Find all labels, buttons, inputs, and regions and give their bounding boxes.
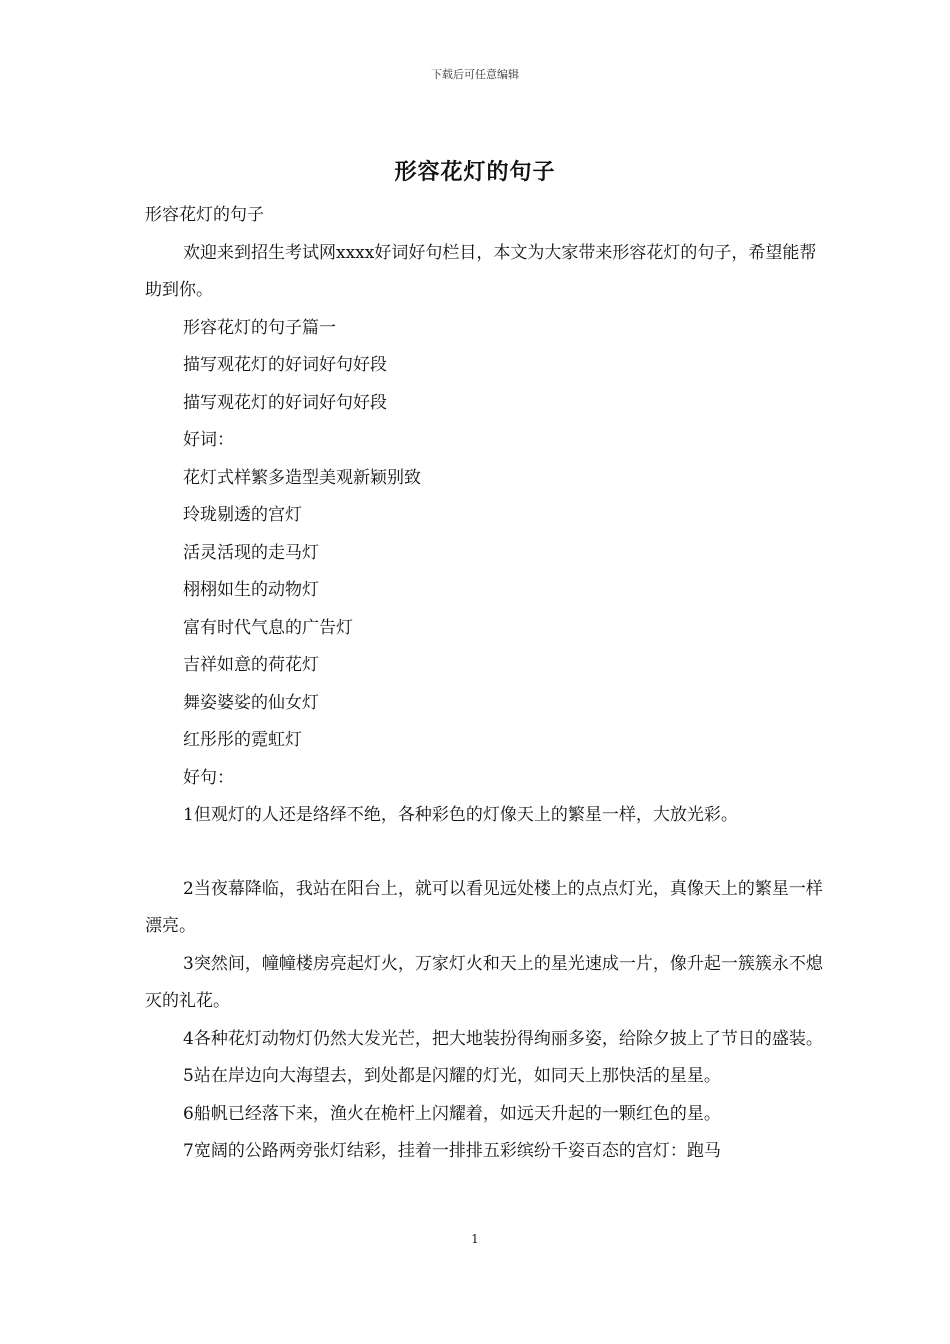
page-number: 1: [471, 1232, 479, 1246]
word-item: 红彤彤的霓虹灯: [183, 730, 302, 750]
document-subtitle: 形容花灯的句子: [145, 205, 264, 225]
intro-paragraph: 欢迎来到招生考试网xxxx好词好句栏目，本文为大家带来形容花灯的句子，希望能帮助到你。: [145, 242, 817, 300]
subheading: 描写观花灯的好词好句好段: [183, 392, 387, 413]
word-item: 活灵活现的走马灯: [183, 542, 319, 563]
sentence-item: 6船帆已经落下来，渔火在桅杆上闪耀着，如远天升起的一颗红色的星。: [183, 1103, 721, 1124]
page-header: 下载后可任意编辑: [431, 68, 519, 81]
subheading: 描写观花灯的好词好句好段: [183, 355, 387, 375]
sentences-label: 好句：: [183, 767, 234, 788]
word-item: 花灯式样繁多造型美观新颖别致: [183, 467, 421, 488]
sentence-item: 3突然间，幢幢楼房亮起灯火，万家灯火和天上的星光速成一片，像升起一簇簇永不熄灭的礼花。: [145, 953, 823, 1011]
word-item: 栩栩如生的动物灯: [183, 580, 319, 600]
sentence-item: 7宽阔的公路两旁张灯结彩，挂着一排排五彩缤纷千姿百态的宫灯：跑马: [183, 1141, 721, 1161]
word-item: 玲珑剔透的宫灯: [183, 505, 302, 525]
document-body: [145, 197, 825, 1171]
word-item: 富有时代气息的广告灯: [183, 617, 353, 638]
word-item: 吉祥如意的荷花灯: [183, 655, 319, 675]
section-heading: 形容花灯的句子篇一: [183, 317, 336, 338]
blank-line: [145, 835, 825, 871]
sentence-item: 4各种花灯动物灯仍然大发光芒，把大地装扮得绚丽多姿，给除夕披上了节日的盛装。: [183, 1028, 823, 1049]
sentence-item: 1但观灯的人还是络绎不绝，各种彩色的灯像天上的繁星一样，大放光彩。: [183, 805, 738, 825]
words-label: 好词：: [183, 430, 234, 450]
sentence-item: 5站在岸边向大海望去，到处都是闪耀的灯光，如同天上那快活的星星。: [183, 1066, 721, 1086]
sentence-item: 2当夜幕降临，我站在阳台上，就可以看见远处楼上的点点灯光，真像天上的繁星一样漂亮。: [145, 878, 823, 936]
document-title: 形容花灯的句子: [394, 159, 556, 185]
word-item: 舞姿婆娑的仙女灯: [183, 692, 319, 713]
